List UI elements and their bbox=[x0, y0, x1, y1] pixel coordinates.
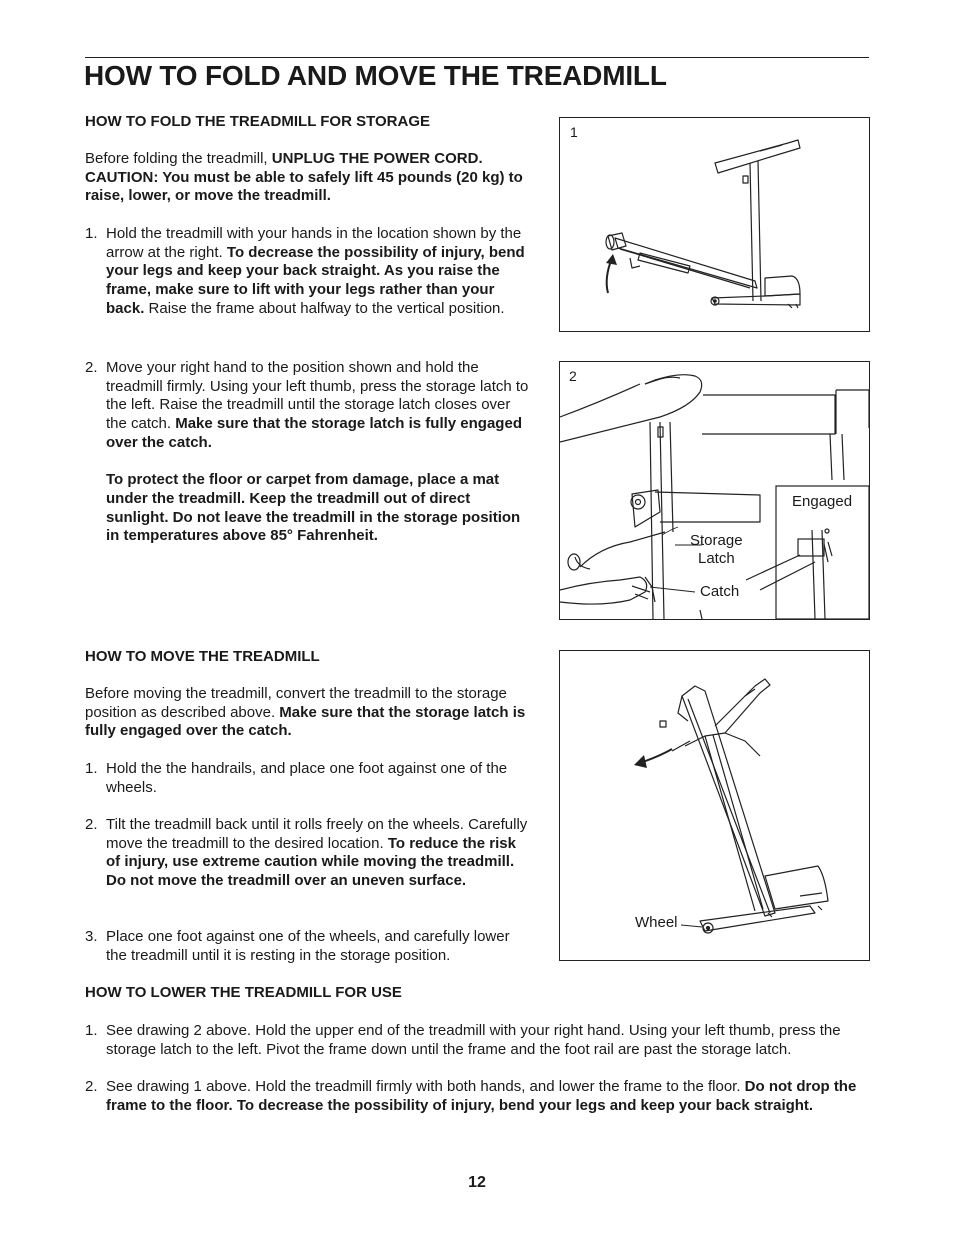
figure-number: 1 bbox=[570, 124, 578, 140]
step-number: 2. bbox=[85, 359, 98, 376]
step-warning: Make sure that the storage latch is fully engaged over the catch. bbox=[106, 415, 522, 451]
step-text: Hold the treadmill with your hands in the location shown by the arrow at the right. bbox=[106, 225, 522, 261]
fold-step-1 bbox=[85, 225, 531, 319]
step-number: 2. bbox=[85, 816, 98, 833]
treadmill-raise-illustration bbox=[560, 118, 869, 331]
storage-latch-label-line1: Storage bbox=[690, 532, 743, 549]
move-step-3 bbox=[85, 928, 531, 965]
fold-step-2-text bbox=[106, 359, 531, 453]
step-number: 1. bbox=[85, 225, 98, 242]
lower-step-2 bbox=[85, 1078, 875, 1115]
catch-label: Catch bbox=[700, 583, 740, 600]
treadmill-tilt-illustration bbox=[560, 651, 869, 960]
step-number: 1. bbox=[85, 1022, 98, 1039]
move-step-2 bbox=[85, 816, 531, 891]
figure-2-storage-latch bbox=[559, 361, 870, 620]
step-warning: To decrease the possibility of injury, bend your legs and keep your back straight. As you raise the frame, make sure to lift with your legs rather than your back. bbox=[106, 243, 525, 317]
step-warning: To reduce the risk of injury, use extreme caution while moving the treadmill. Do not move the treadmill over an uneven surface. bbox=[106, 834, 516, 890]
step-text: Move your right hand to the position shown and hold the treadmill firmly. Using your left thumb, press the storage latch to the left. Raise the treadmill until the storage latch closes over the catch. bbox=[106, 359, 529, 433]
floor-protection-warning: To protect the floor or carpet from damage, place a mat under the treadmill. Keep the treadmill out of direct sunlight. Do not leave the treadmill in the storage position in temperatures above 85° Fahrenheit. bbox=[106, 471, 521, 545]
step-number: 2. bbox=[85, 1078, 98, 1095]
fold-intro-warning: UNPLUG THE POWER CORD. CAUTION: You must be able to safely lift 45 pounds (20 kg) to raise, lower, or move the treadmill. bbox=[85, 150, 523, 205]
lower-step-1-text: See drawing 2 above. Hold the upper end of the treadmill with your right hand. Using your left thumb, press the storage latch to the left. Pivot the frame down until the frame and the foot rail are past the storage latch. bbox=[106, 1022, 841, 1058]
fold-step-1-text bbox=[106, 225, 531, 319]
step-text: Tilt the treadmill back until it rolls freely on the wheels. Carefully move the treadmill to the desired location. bbox=[106, 816, 528, 852]
move-step-2-text bbox=[106, 816, 531, 891]
storage-latch-illustration bbox=[560, 362, 869, 619]
step-number: 3. bbox=[85, 928, 98, 945]
move-section-heading: HOW TO MOVE THE TREADMILL bbox=[85, 648, 320, 665]
step-warning: Do not drop the frame to the floor. To decrease the possibility of injury, bend your legs and keep your back straight. bbox=[106, 1078, 857, 1114]
wheel-label: Wheel bbox=[635, 914, 678, 931]
figure-1-fold-lift bbox=[559, 117, 870, 332]
lower-step-2-text bbox=[106, 1078, 875, 1115]
header-rule bbox=[85, 57, 869, 58]
storage-latch-label-line2: Latch bbox=[698, 550, 735, 567]
fold-step-2 bbox=[85, 359, 531, 546]
figure-number: 2 bbox=[569, 368, 577, 384]
move-intro-plain: Before moving the treadmill, convert the treadmill to the storage position as described above. bbox=[85, 685, 507, 721]
step-text: Raise the frame about halfway to the vertical position. bbox=[144, 299, 505, 317]
step-text: See drawing 1 above. Hold the treadmill firmly with both hands, and lower the frame to the floor. bbox=[106, 1078, 745, 1095]
lower-section-heading: HOW TO LOWER THE TREADMILL FOR USE bbox=[85, 984, 402, 1001]
move-step-1-text: Hold the the handrails, and place one foot against one of the wheels. bbox=[106, 760, 508, 796]
page-title: HOW TO FOLD AND MOVE THE TREADMILL bbox=[84, 60, 667, 91]
fold-section-heading: HOW TO FOLD THE TREADMILL FOR STORAGE bbox=[85, 113, 430, 130]
fold-intro-plain: Before folding the treadmill, bbox=[85, 150, 272, 167]
engaged-label: Engaged bbox=[792, 493, 853, 510]
move-step-3-text: Place one foot against one of the wheels, and carefully lower the treadmill until it is resting in the storage position. bbox=[106, 928, 510, 964]
move-step-1 bbox=[85, 760, 531, 797]
move-intro-warning: Make sure that the storage latch is fully engaged over the catch. bbox=[85, 703, 526, 740]
step-number: 1. bbox=[85, 760, 98, 777]
lower-step-1 bbox=[85, 1022, 875, 1059]
fold-intro bbox=[85, 150, 530, 206]
page-number: 12 bbox=[468, 1174, 486, 1191]
move-intro bbox=[85, 685, 530, 741]
figure-3-move-treadmill bbox=[559, 650, 870, 961]
